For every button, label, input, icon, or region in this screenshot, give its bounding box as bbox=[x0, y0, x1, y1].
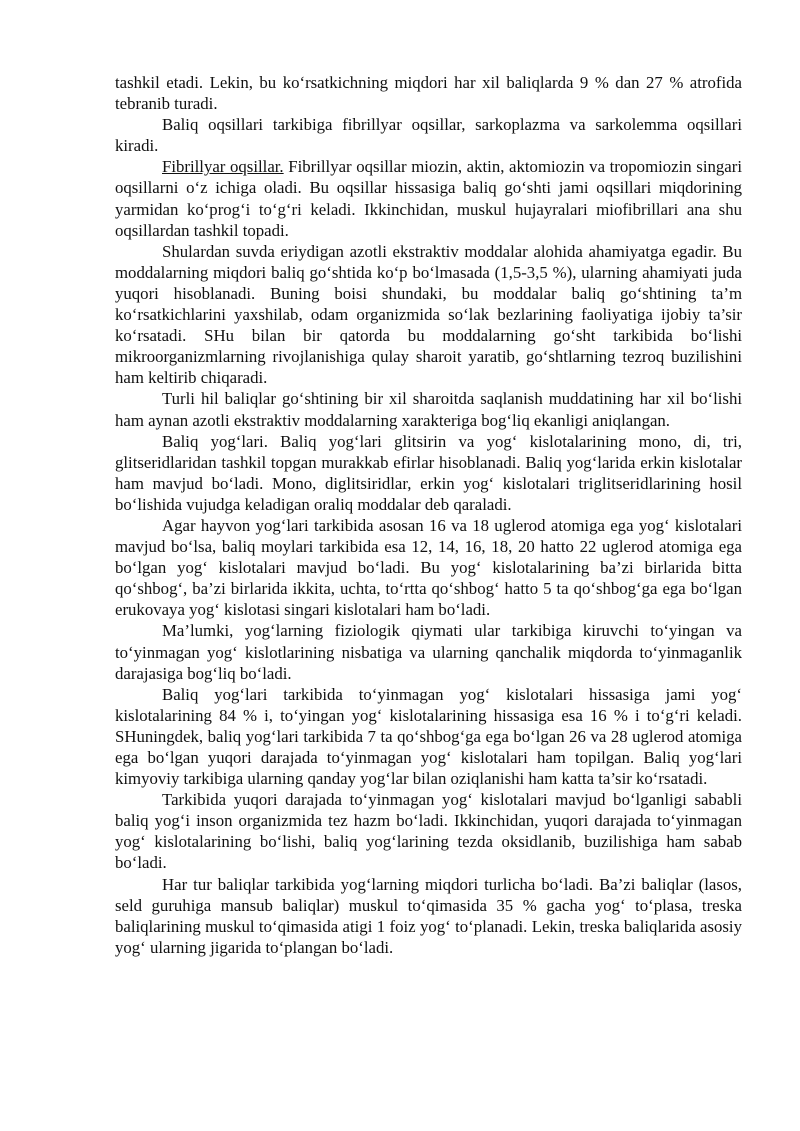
paragraph-10: Tarkibida yuqori darajada to‘yinmagan yog‘ kislotalari mavjud bo‘lganligi sababli baliq yog‘i inson organizmida tez hazm bo‘ladi. Ikkinchidan, yuqori darajada to‘yinmagan yog‘ kislotalarining bo‘lishi, baliq yog‘larining tezda oksidlanib, buzilishiga ham sabab bo‘ladi. bbox=[115, 790, 742, 873]
paragraph-3 bbox=[115, 156, 742, 240]
paragraph-3-body: Fibrillyar oqsillar miozin, aktin, aktomiozin va tropomiozin singari oqsillarni o‘z ichiga oladi. Bu oqsillar hissasiga baliq go‘shti jami oqsillari miqdorining yarmidan ko‘prog‘i to‘g‘ri keladi. Ikkinchidan, muskul hujayralari miofibrillari ana shu oqsillardan tashkil topadi. bbox=[115, 157, 742, 240]
paragraph-4: Shulardan suvda eriydigan azotli ekstraktiv moddalar alohida ahamiyatga egadir. Bu moddalarning miqdori baliq go‘shtida ko‘p bo‘lmasada (1,5-3,5 %), ularning ahamiyati juda yuqori hisoblanadi. Buning boisi shundaki, bu moddalar baliq go‘shtining ta’m ko‘rsatkichlarini yaxshilab, odam organizmida so‘lak bezlarining faoliyatiga ijobiy ta’sir ko‘rsatadi. SHu bilan bir qatorda bu moddalarning go‘sht tarkibida bo‘lishi mikroorganizmlarning rivojlanishiga qulay sharoit yaratib, go‘shtlarning tezroq buzilishini ham keltirib chiqaradi. bbox=[115, 241, 742, 388]
paragraph-7: Agar hayvon yog‘lari tarkibida asosan 16 va 18 uglerod atomiga ega yog‘ kislotalari mavjud bo‘lsa, baliq moylari tarkibida esa 12, 14, 16, 18, 20 hatto 22 uglerod atomiga ega bo‘lgan yog‘ kislotalari mavjud bo‘ladi. Bu yog‘ kislotalarining ba’zi birlarida bitta qo‘shbog‘, ba’zi birlarida ikkita, uchta, to‘rtta qo‘shbog‘ hatto 5 ta qo‘shbog‘ga ega bo‘lgan erukovaya yog‘ kislotasi singari kislotalari ham bo‘ladi. bbox=[115, 515, 742, 620]
paragraph-2: Baliq oqsillari tarkibiga fibrillyar oqsillar, sarkoplazma va sarkolemma oqsillari kiradi. bbox=[115, 115, 742, 156]
document-page bbox=[115, 72, 742, 958]
paragraph-6: Baliq yog‘lari. Baliq yog‘lari glitsirin va yog‘ kislotalarining mono, di, tri, glitseridlaridan tashkil topgan murakkab efirlar hisoblanadi. Baliq yog‘larida erkin kislotalar ham mavjud bo‘ladi. Mono, diglitsiridlar, erkin yog‘ kislotalari triglitseridlarining hosil bo‘lishida vujudga keladigan oraliq moddalar deb qaraladi. bbox=[115, 431, 742, 514]
section-heading-fibrillyar: Fibrillyar oqsillar. bbox=[162, 157, 284, 177]
paragraph-8: Ma’lumki, yog‘larning fiziologik qiymati ular tarkibiga kiruvchi to‘yingan va to‘yinmagan yog‘ kislotlarining nisbatiga va ularning qanchalik miqdorda to‘yinmaganlik darajasiga bog‘liq bo‘ladi. bbox=[115, 621, 742, 683]
paragraph-9: Baliq yog‘lari tarkibida to‘yinmagan yog‘ kislotalari hissasiga jami yog‘ kislotalarining 84 % i, to‘yingan yog‘ kislotalarining hissasiga esa 16 % i to‘g‘ri keladi. SHuningdek, baliq yog‘lari tarkibida 7 ta qo‘shbog‘ga ega bo‘lgan 26 va 28 uglerod atomiga ega bo‘lgan yuqori darajada to‘yinmagan yog‘ kislotalari ham topilgan. Baliq yog‘lari kimyoviy tarkibiga ularning qanday yog‘lar bilan oziqlanishi ham katta ta’sir ko‘rsatadi. bbox=[115, 684, 742, 789]
paragraph-1: tashkil etadi. Lekin, bu ko‘rsatkichning miqdori har xil baliqlarda 9 % dan 27 % atrofida tebranib turadi. bbox=[115, 73, 742, 114]
paragraph-11: Har tur baliqlar tarkibida yog‘larning miqdori turlicha bo‘ladi. Ba’zi baliqlar (lasos, seld guruhiga mansub baliqlar) muskul to‘qimasida 35 % gacha yog‘ to‘plasa, treska baliqlarining muskul to‘qimasida atigi 1 foiz yog‘ to‘planadi. Lekin, treska baliqlarida asosiy yog‘ ularning jigarida to‘plangan bo‘ladi. bbox=[115, 874, 742, 957]
paragraph-5: Turli hil baliqlar go‘shtining bir xil sharoitda saqlanish muddatining har xil bo‘lishi ham aynan azotli ekstraktiv moddalarning xarakteriga bog‘liq ekanligi aniqlangan. bbox=[115, 389, 742, 430]
